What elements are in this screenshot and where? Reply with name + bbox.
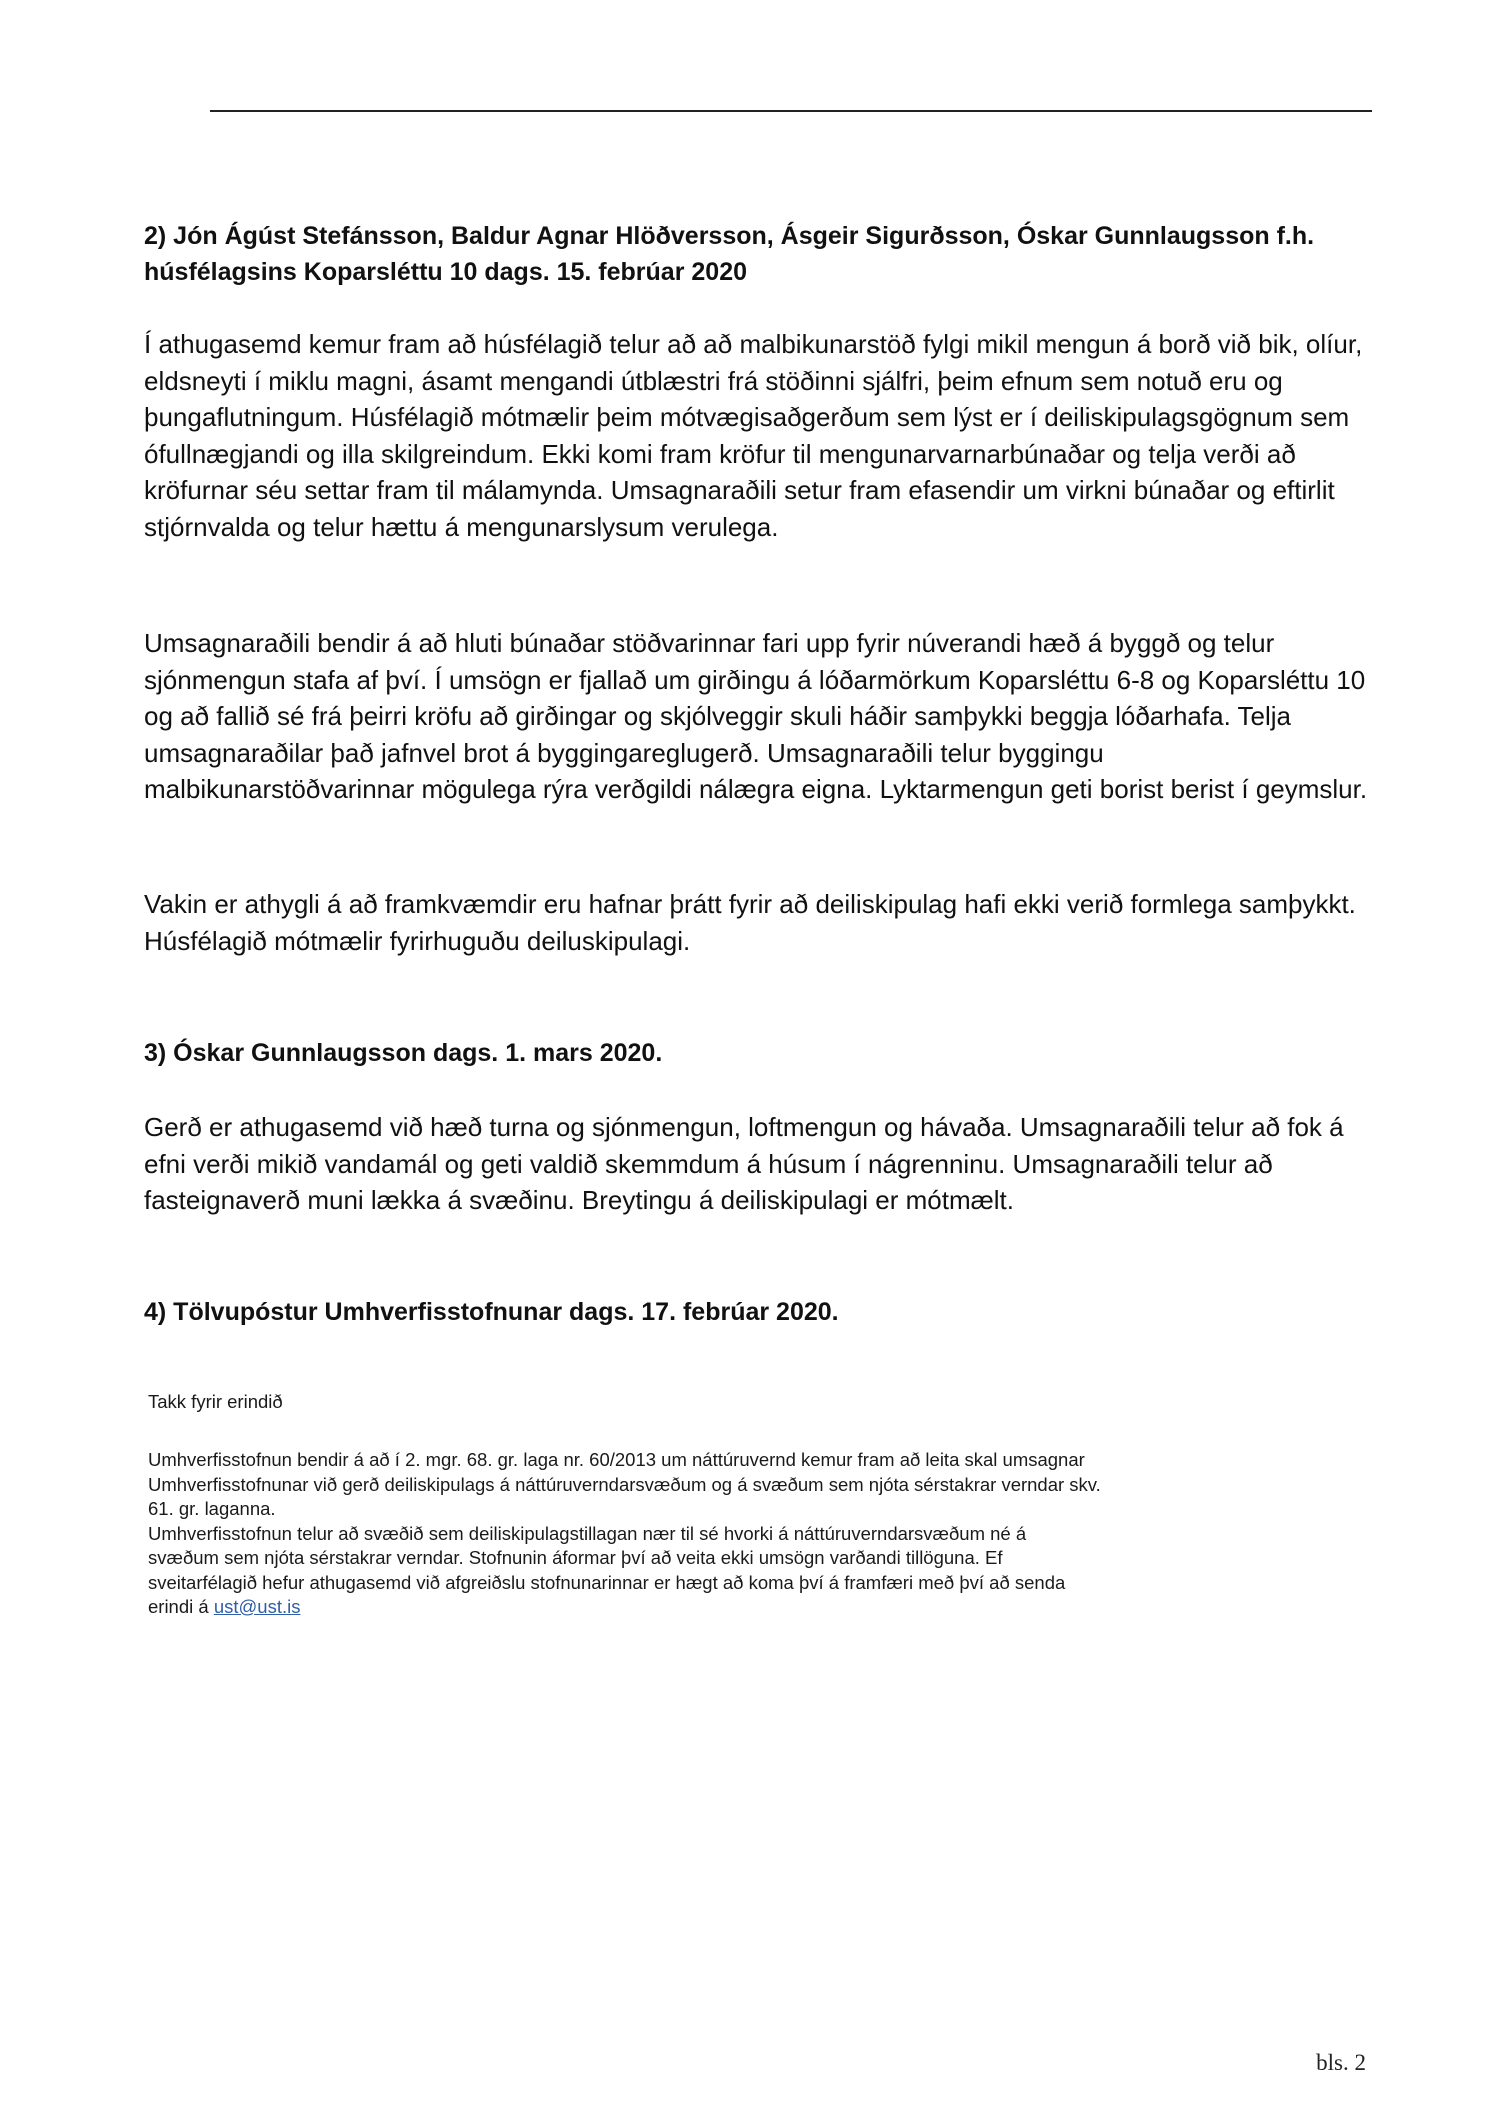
email-body-line: 61. gr. laganna. <box>148 1498 276 1519</box>
section-2-paragraph-1: Í athugasemd kemur fram að húsfélagið telur að að malbikunarstöð fylgi mikil mengun á borð við bik, olíur, eldsneyti í miklu magni, ásamt mengandi útblæstri frá stöðinni sjálfri, þeim efnum sem notuð eru og þungaflutningum. Húsfélagið mótmælir þeim mótvægisaðgerðum sem lýst er í deiliskipulagsgögnum sem ófullnægjandi og illa skilgreindum. Ekki komi fram kröfur til mengunarvarnarbúnaðar og telja verði að kröfurnar séu settar fram til málamynda. Umsagnaraðili setur fram efasendir um virkni búnaðar og eftirlit stjórnvalda og telur hættu á mengunarslysum verulega. <box>144 329 1363 542</box>
email-body <box>148 1448 1258 1620</box>
email-last-line-prefix: erindi á <box>148 1596 214 1617</box>
section-3-heading: 3) Óskar Gunnlaugsson dags. 1. mars 2020. <box>144 1039 663 1067</box>
section-2-heading: 2) Jón Ágúst Stefánsson, Baldur Agnar Hlöðversson, Ásgeir Sigurðsson, Óskar Gunnlaugsson f.h. húsfélagsins Koparsléttu 10 dags. 15. febrúar 2020 <box>144 222 1315 286</box>
section-4-heading: 4) Tölvupóstur Umhverfisstofnunar dags. 17. febrúar 2020. <box>144 1298 839 1326</box>
email-body-line: svæðum sem njóta sérstakrar verndar. Stofnunin áformar því að veita ekki umsögn varðandi tillöguna. Ef <box>148 1547 1003 1568</box>
section-2-paragraph-2: Umsagnaraðili bendir á að hluti búnaðar stöðvarinnar fari upp fyrir núverandi hæð á byggð og telur sjónmengun stafa af því. Í umsögn er fjallað um girðingu á lóðarmörkum Koparsléttu 6-8 og Koparsléttu 10 og að fallið sé frá þeirri kröfu að girðingar og skjólveggir skuli háðir samþykki beggja lóðarhafa. Telja umsagnaraðilar það jafnvel brot á byggingareglugerð. Umsagnaraðili telur byggingu malbikunarstöðvarinnar mögulega rýra verðgildi nálægra eigna. Lyktarmengun geti borist berist í geymslur. <box>144 628 1368 804</box>
email-body-line: Umhverfisstofnun bendir á að í 2. mgr. 68. gr. laga nr. 60/2013 um náttúruvernd kemur fram að leita skal umsagnar <box>148 1449 1085 1470</box>
section-3-paragraph: Gerð er athugasemd við hæð turna og sjónmengun, loftmengun og hávaða. Umsagnaraðili telur að fok á efni verði mikið vandamál og geti valdið skemmdum á húsum í nágrenninu. Umsagnaraðili telur að fasteignaverð muni lækka á svæðinu. Breytingu á deiliskipulagi er mótmælt. <box>144 1112 1344 1215</box>
section-2-paragraph-3: Vakin er athygli á að framkvæmdir eru hafnar þrátt fyrir að deiliskipulag hafi ekki verið formlega samþykkt. Húsfélagið mótmælir fyrirhuguðu deiluskipulagi. <box>144 889 1356 956</box>
header-rule <box>210 110 1372 112</box>
email-greeting: Takk fyrir erindið <box>148 1391 283 1412</box>
email-address-link[interactable]: ust@ust.is <box>213 1596 301 1617</box>
email-last-line <box>148 1595 1258 1620</box>
email-body-line: sveitarfélagið hefur athugasemd við afgreiðslu stofnunarinnar er hægt að koma því á framfæri með því að senda <box>148 1571 1066 1593</box>
email-body-line: Umhverfisstofnun telur að svæðið sem deiliskipulagstillagan nær til sé hvorki á náttúruverndarsvæðum né á <box>148 1522 1027 1544</box>
page-number: bls. 2 <box>1316 2050 1366 2075</box>
email-body-line: Umhverfisstofnunar við gerð deiliskipulags á náttúruverndarsvæðum og á svæðum sem njóta sérstakrar verndar skv. <box>148 1473 1101 1495</box>
